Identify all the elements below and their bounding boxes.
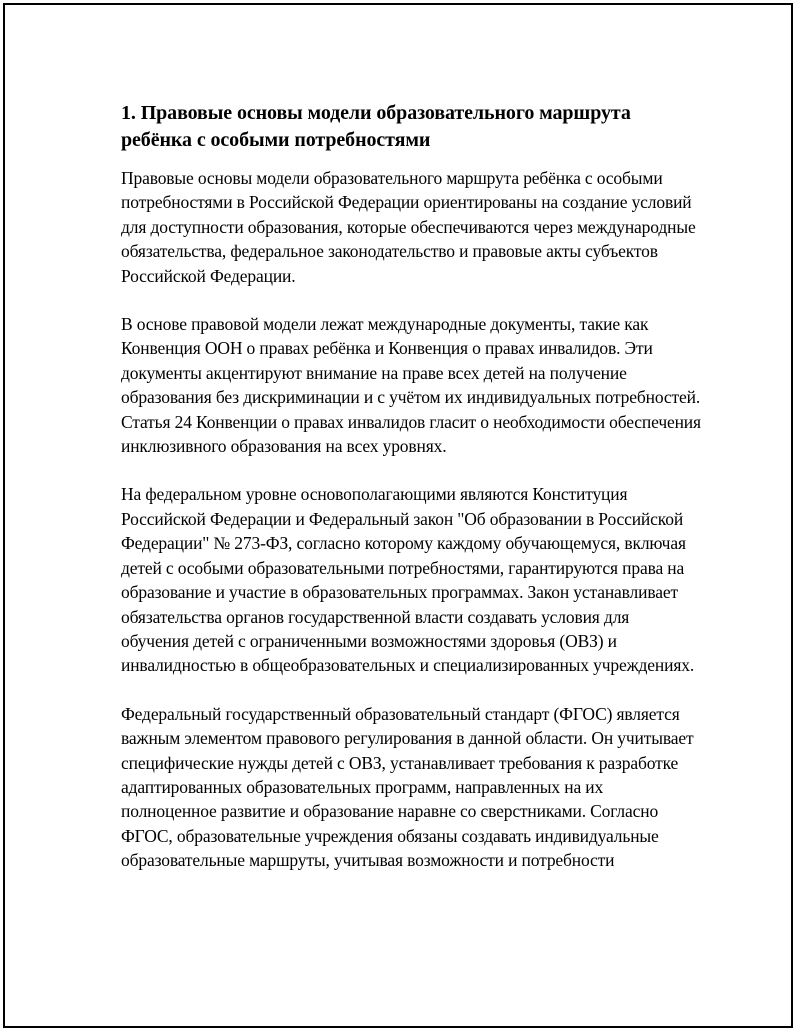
paragraph-legal-basis: Правовые основы модели образовательного маршрута ребёнка с особыми потребностями в Российской Федерации ориентированы на создание условий для доступности образования, которые обеспечиваются через международные обязательства, федеральное законодательство и правовые акты субъектов Российской Федерации.	[121, 168, 696, 286]
section-heading: 1. Правовые основы модели образовательного маршрута ребёнка с особыми потребностями	[121, 102, 631, 151]
page-frame	[3, 3, 793, 1028]
paragraph-international-documents: В основе правовой модели лежат международные документы, такие как Конвенция ООН о правах ребёнка и Конвенция о правах инвалидов. Эти документы акцентируют внимание на праве всех детей на получение образования без дискриминации и с учётом их индивидуальных потребностей. Статья 24 Конвенции о правах инвалидов гласит о необходимости обеспечения инклюзивного образования на всех уровнях.	[121, 314, 701, 457]
document-body	[121, 100, 701, 897]
paragraph-fgos: Федеральный государственный образовательный стандарт (ФГОС) является важным элементом правового регулирования в данной области. Он учитывает специфические нужды детей с ОВЗ, устанавливает требования к разработке адаптированных образовательных программ, направленных на их полноценное развитие и образование наравне со сверстниками. Согласно ФГОС, образовательные учреждения обязаны создавать индивидуальные образовательные маршруты, учитывая возможности и потребности	[121, 703, 694, 871]
paragraph-federal-level: На федеральном уровне основополагающими являются Конституция Российской Федерации и Федеральный закон "Об образовании в Российской Федерации" № 273-ФЗ, согласно которому каждому обучающемуся, включая детей с особыми образовательными потребностями, гарантируются права на образование и участие в образовательных программах. Закон устанавливает обязательства органов государственной власти создавать условия для обучения детей с ограниченными возможностями здоровья (ОВЗ) и инвалидностью в общеобразовательных и специализированных учреждениях.	[121, 484, 695, 676]
